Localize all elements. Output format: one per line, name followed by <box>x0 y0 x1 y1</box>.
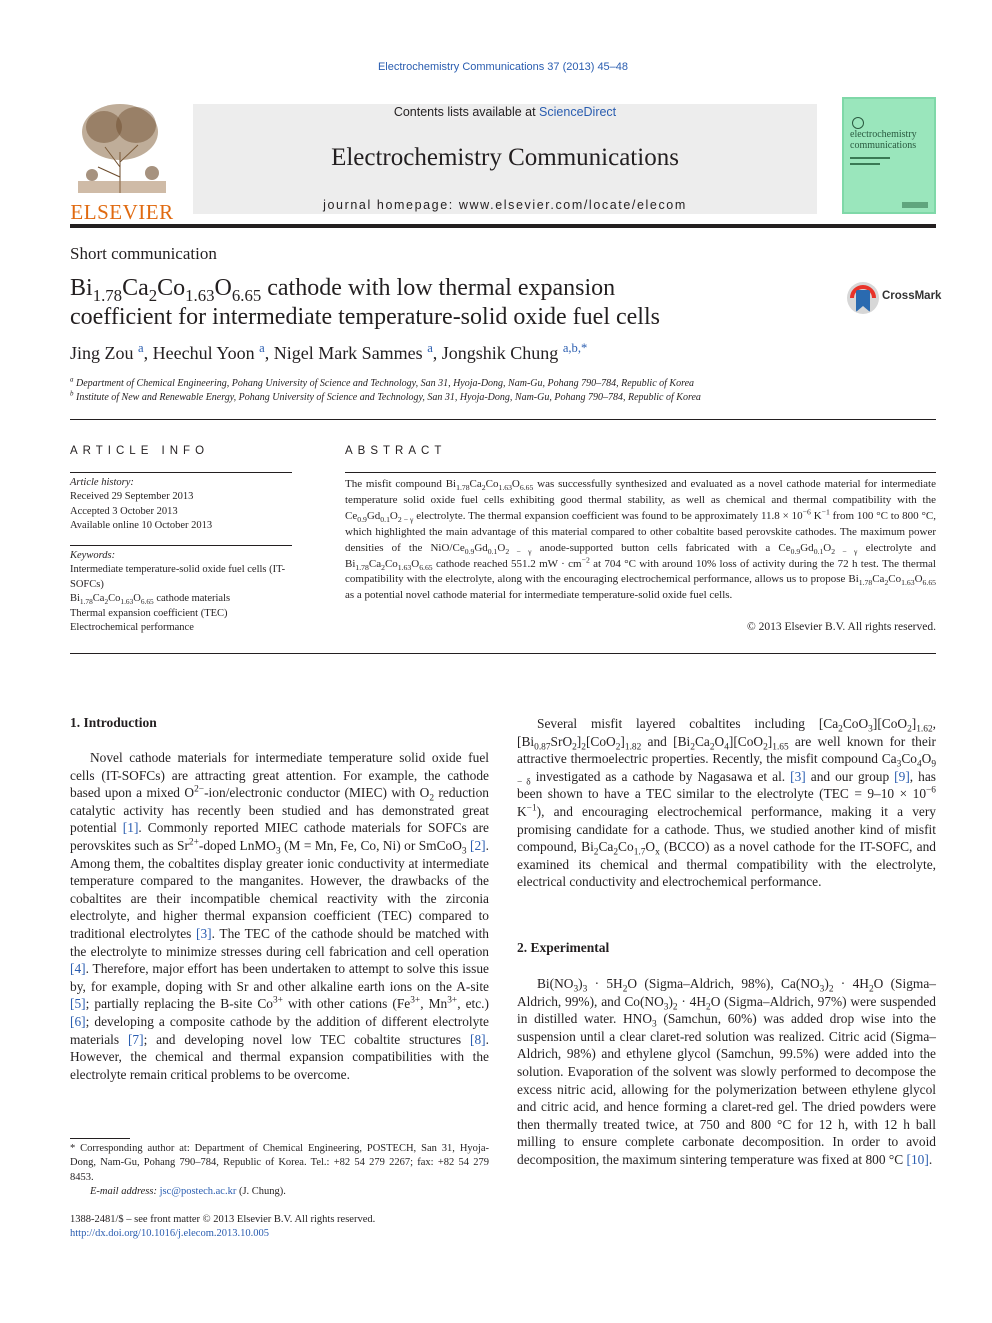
received-date: Received 29 September 2013 <box>70 491 194 503</box>
elsevier-logo[interactable] <box>70 97 174 224</box>
affil-text: Department of Chemical Engineering, Pohang University of Science and Technology, San 31, Hyoja-Dong, Nam-Gu, Pohang 790–784, Republic of Korea <box>76 378 695 389</box>
title-suffix: cathode with low thermal expansion <box>261 275 616 301</box>
citation-link[interactable]: [2] <box>470 837 486 853</box>
article-history <box>70 476 292 534</box>
abstract-heading: ABSTRACT <box>345 445 447 457</box>
author-name[interactable]: Jing Zou <box>70 343 134 363</box>
citation-link[interactable]: [7] <box>127 1031 144 1047</box>
journal-title: Electrochemistry Communications <box>331 144 679 171</box>
affiliation-a <box>70 377 936 391</box>
abstract-rule <box>345 472 936 473</box>
crossmark-badge[interactable] <box>846 280 942 316</box>
footnote-rule <box>70 1138 130 1139</box>
email-suffix: (J. Chung). <box>236 1186 286 1198</box>
journal-homepage[interactable]: journal homepage: www.elsevier.com/locate/elecom <box>323 198 687 212</box>
elsevier-tree-icon <box>70 97 174 195</box>
keywords-label: Keywords: <box>70 550 116 561</box>
corresponding-author-note <box>70 1142 489 1200</box>
experimental-paragraph: $Bi(NO_3)_3 \cdot 5H_2O$ (Sigma–Aldrich, 98%), $Ca(NO_3)_2 \cdot 4H_2O$ (Sigma–Aldrich, 99%), and $Co(NO_3)_2 \cdot 4H_2O$ (Sigma–Aldrich, 97%) were suspended in distilled water. $HNO_3$ (Samchun, 60%) was added drop wise into the suspension until a clear claret-red solution was realized. Citric acid (Sigma–Aldrich, 98%) and ethylene glycol (Samchun, 99.5%) were added into the solution. Evaporation of the solvent was slowly performed to decompose the excess nitric acid, allowing for the polymerization between ethylene glycol and citric acid, and hence forming a claret-red gel. The dried powders were then thermally treated twice, at 750 and 800 °C for 12 h, with 12 h ball milling to ensure complete carbonate decomposition. In order to avoid decomposition, the maximum sintering temperature was fixed at 800 °C [10]. <box>517 976 936 1167</box>
article-title <box>70 274 810 332</box>
affil-sup: b <box>70 389 74 398</box>
author-affil-sup[interactable]: a <box>138 341 144 355</box>
online-date: Available online 10 October 2013 <box>70 520 213 532</box>
contents-line <box>193 105 817 119</box>
author-affil-sup[interactable]: a <box>259 341 265 355</box>
citation-link[interactable]: [6] <box>70 1013 86 1029</box>
copyright-notice: © 2013 Elsevier B.V. All rights reserved. <box>747 621 936 633</box>
author-name[interactable]: Heechul Yoon <box>152 343 255 363</box>
issn-line: 1388-2481/$ – see front matter © 2013 Elsevier B.V. All rights reserved. <box>70 1214 376 1225</box>
citation-link[interactable]: [3] <box>790 768 806 784</box>
citation-link[interactable]: [3] <box>196 925 212 941</box>
intro-heading: 1. Introduction <box>70 715 157 730</box>
info-rule-top <box>70 472 292 473</box>
article-info-heading: ARTICLE INFO <box>70 445 210 457</box>
abstract-end-rule <box>70 653 936 654</box>
intro-paragraph: Several misfit layered cobaltites including $[Ca_2CoO_3][CoO_2]_{1.62}$, $[Bi_{0.87}SrO_2]_2[CoO_2]_{1.82}$ and $[Bi_2Ca_2O_4][CoO_2]_{1.65}$ are well known for their attractive thermoelectric properties. Recently, the misfit compound $Ca_3Co_4O_{9 - \delta}$ investigated as a cathode by Nagasawa et al. [3] and our group [9], has been shown to have a TEC similar to the electrolyte ($TEC = 9-10 \times 10^{-6}$ $K^{-1}$), and encouraging electrochemical performance, making it a very promising candidate for a cathode. Thus, we studied another kind of misfit compound, $Bi_2Ca_2Co_{1.7}O_x$ (BCCO) as a novel cathode for the IT-SOFC, and examined its chemical and thermal compatibility with the electrolyte, electrical conductivity and electrochemical performance. <box>517 716 936 890</box>
info-rule-mid <box>70 545 292 546</box>
cover-logo-icon <box>852 117 864 129</box>
citation-link[interactable]: [8] <box>470 1031 486 1047</box>
keyword: Thermal expansion coefficient (TEC) <box>70 607 228 619</box>
abstract-body: The misfit compound $Bi_{1.78}Ca_2Co_{1.63}O_{6.65}$ was successfully synthesized and evaluated as a novel cathode material for intermediate temperature solid oxide fuel cells exhibiting good thermal stability, as well as chemical and thermal compatibility with the $Ce_{0.9}Gd_{0.1}O_{2 - \gamma}$ electrolyte. The thermal expansion coefficient was found to be approximately $11.8 \times 10^{-6}$ $K^{-1}$ from 100 °C to 800 °C, which highlighted the main advantage of this material compared to other cobaltite based perovskite cathodes. The maximum power densities of the NiO/$Ce_{0.9}Gd_{0.1}O_{2 - \gamma}$ anode-supported button cells fabricated with a $Ce_{0.9}Gd_{0.1}O_{2 - \gamma}$ electrolyte and $Bi_{1.78}Ca_2Co_{1.63}O_{6.65}$ cathode reached 551.2 mW · $cm^{-2}$ at 704 °C with around 10% loss of activity during the 72 h test. The thermal compatibility with the electrolyte, along with the encouraging electrochemical performance, allows us to propose $Bi_{1.78}Ca_2Co_{1.63}O_{6.65}$ as a potential novel cathode material for intermediate temperature-solid oxide fuel cells. <box>345 478 936 602</box>
citation-link[interactable]: [1] <box>122 820 139 836</box>
affil-sup: a <box>70 375 74 384</box>
keywords-block <box>70 549 300 635</box>
title-line-2: coefficient for intermediate temperature-solid oxide fuel cells <box>70 304 660 330</box>
cover-title-1: electrochemistry <box>850 129 917 140</box>
citation-link[interactable]: [10] <box>906 1151 929 1167</box>
intro-paragraph: Novel cathode materials for intermediate temperature solid oxide fuel cells (IT-SOFCs) are attracting great attention. For example, the cathode based upon a mixed $O^{2-}-ion$/electronic conductor (MIEC) with $O_2$ reduction catalytic activity has recently been studied and has demonstrated great potential [1]. Commonly reported MIEC cathode materials for SOFCs are perovskites such as $Sr^{2+}$-doped LnMO$_3$ (M = Mn, Fe, Co, Ni) or SmCoO$_3$ [2]. Among them, the cobaltites display greater ionic conductivity at intermediate temperature compared to the manganites. However, the drawbacks of the cobaltites are their incompatible chemical reactivity with the zirconia electrolyte, and higher thermal expansion coefficient (TEC) compared to traditional electrolytes [3]. The TEC of the cathode should be matched with the electrolyte to minimize stresses during cell fabrication and cell operation [4]. Therefore, major effort has been undertaken to attempt to solve this issue by, for example, doping with Sr and other alkaline earth ions on the A-site [5]; partially replacing the B-site $Co^{3+}$ with other cations ($Fe^{3+}$, $Mn^{3+}$, etc.) [6]; developing a composite cathode by the addition of different electrolyte materials [7]; and developing novel low TEC cobaltite structures [8]. However, the chemical and thermal expansion compatibilities with the electrolyte remain critical problems to be overcome. <box>70 750 490 1082</box>
email-line <box>70 1185 489 1199</box>
keyword: Electrochemical performance <box>70 622 194 634</box>
corr-text: * Corresponding author at: Department of Chemical Engineering, POSTECH, San 31, Hyoja-Dong, Nam-Gu, Pohang 790–784, Republic of Korea. Tel.: +82 54 279 2267; fax: +82 54 279 8453. <box>70 1143 489 1183</box>
elsevier-wordmark: ELSEVIER <box>70 200 174 224</box>
crossmark-label: CrossMark <box>882 290 942 302</box>
intro-body-continued <box>517 715 936 891</box>
cover-title-2: communications <box>850 140 917 151</box>
citation-link[interactable]: [4] <box>70 961 86 977</box>
citation-link[interactable]: [5] <box>70 996 86 1012</box>
affiliation-b <box>70 391 936 405</box>
journal-citation[interactable]: Electrochemistry Communications 37 (2013) 45–48 <box>377 61 629 73</box>
title-line-1: $Bi_{1.78}Ca_2Co_{1.63}O_{6.65}$ cathode with low thermal expansion <box>70 275 616 305</box>
experimental-body <box>517 975 936 1169</box>
affil-rule <box>70 419 936 420</box>
accepted-date: Accepted 3 October 2013 <box>70 505 178 517</box>
keyword-suffix: cathode materials <box>153 593 231 605</box>
crossmark-icon <box>846 280 880 316</box>
keyword: Intermediate temperature-solid oxide fuel cells (IT-SOFCs) <box>70 564 286 590</box>
history-label: Article history: <box>70 477 134 488</box>
author-list: Jing Zou $^a$, Heechul Yoon $^a$, Nigel Mark Sammes $^a$, Jongshik Chung $^{a,b,*}$ <box>70 341 588 363</box>
contents-prefix: Contents lists available at <box>393 105 540 119</box>
journal-cover[interactable] <box>842 97 936 214</box>
keyword: $Bi_{1.78}Ca_2Co_{1.63}O_{6.65}$ cathode materials <box>70 593 231 607</box>
email-label: E-mail address: <box>90 1186 160 1198</box>
intro-body <box>70 749 489 1083</box>
journal-banner <box>193 104 817 214</box>
author-name[interactable]: Jongshik Chung <box>441 343 559 363</box>
article-type: Short communication <box>70 244 217 263</box>
affil-text: Institute of New and Renewable Energy, Pohang University of Science and Technology, San 31, Hyoja-Dong, Nam-Gu, Pohang 790–784, Republic of Korea <box>76 392 701 403</box>
doi-link[interactable]: http://dx.doi.org/10.1016/j.elecom.2013.10.005 <box>70 1228 270 1239</box>
sciencedirect-link[interactable]: ScienceDirect <box>539 105 617 119</box>
citation-link[interactable]: [9] <box>894 768 910 784</box>
email-link[interactable]: jsc@postech.ac.kr <box>159 1186 237 1198</box>
author-name[interactable]: Nigel Mark Sammes <box>273 343 423 363</box>
experimental-heading: 2. Experimental <box>517 940 610 955</box>
author-affil-sup[interactable]: a,b,* <box>562 341 588 355</box>
author-affil-sup[interactable]: a <box>427 341 433 355</box>
header-rule-thick <box>70 224 936 228</box>
